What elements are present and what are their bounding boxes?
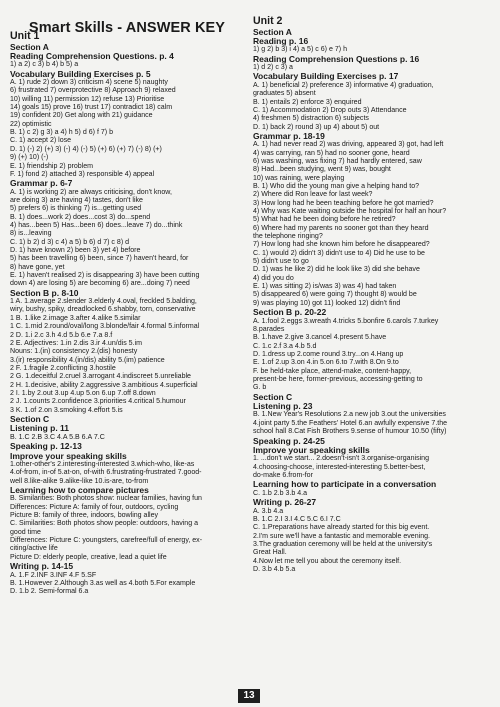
unit1-line: 8) is...leaving bbox=[10, 230, 52, 238]
unit2-line: D. 1) was he like 2) did he look like 3) did she behave bbox=[253, 266, 420, 274]
unit2-line: 6) Where had my parents no sooner got than they heard bbox=[253, 224, 429, 232]
unit1-line: 6) frustrated 7) overprotective 8) Approach 9) relaxed bbox=[10, 87, 176, 95]
unit1-line: F. 1) fond 2) attached 3) responsible 4) appeal bbox=[10, 170, 155, 178]
unit2-heading: Reading Comprehension Questions p. 16 bbox=[253, 53, 420, 64]
unit2-heading: Speaking p. 24-25 bbox=[253, 435, 325, 446]
unit1-line: 19) confident 20) Get along with 21) guidance bbox=[10, 112, 153, 120]
unit2-line: G. b bbox=[253, 384, 267, 392]
unit2-line: 1) d 2) c 3) a bbox=[253, 64, 293, 72]
unit1-heading: Learning how to compare pictures bbox=[10, 484, 149, 495]
unit1-line: 2 G. 1.deceitful 2.cruel 3.arrogant 4.indiscreet 5.unreliable bbox=[10, 373, 191, 381]
unit1-line: B. 1.C 2.B 3.C 4.A 5.B 6.A 7.C bbox=[10, 433, 105, 441]
unit1-line: D. 1) (-) 2) (+) 3) (-) 4) (-) 5) (+) 6) (+) 7) (-) 8) (+) bbox=[10, 145, 162, 153]
unit1-heading: Section C bbox=[10, 413, 50, 424]
unit2-line: 4.Now let me tell you about the ceremony itself. bbox=[253, 557, 402, 565]
unit1-line: Differences: Picture A: family of four, outdoors, cycling bbox=[10, 503, 179, 511]
unit2-line: D. 3.b 4.b 5.a bbox=[253, 565, 296, 573]
unit1-line: citing/active life bbox=[10, 545, 58, 553]
unit2-line: D. 1.dress up 2.come round 3.try...on 4.Hang up bbox=[253, 350, 404, 358]
unit2-heading: Section C bbox=[253, 391, 293, 402]
unit1-line: 1 B. 1.like 2.image 3.after 4.alike 5.similar bbox=[10, 314, 141, 322]
unit2-line: 1) g 2) b 3) i 4) a 5) c 6) e 7) h bbox=[253, 46, 347, 54]
unit1-line: 8) have gone, yet bbox=[10, 263, 65, 271]
unit2-line: 4) did you do bbox=[253, 274, 294, 282]
unit1-line: 2 F. 1.fragile 2.conflicting 3.hostile bbox=[10, 364, 116, 372]
unit2-line: 7) How long had she known him before he disappeared? bbox=[253, 241, 430, 249]
unit2-line: 4.joint party 5.the Feathers' Hotel 6.an awfully expensive 7.the bbox=[253, 419, 448, 427]
left-column bbox=[10, 30, 244, 597]
right-column bbox=[253, 15, 491, 574]
unit2-line: C. 1) Accommodation 2) Drop outs 3) Attendance bbox=[253, 106, 407, 114]
unit1-line: 5) prefers 6) is thinking 7) is...getting used bbox=[10, 205, 142, 213]
unit2-line: 4.choosing-choose, interested-interesting 5.better-best, bbox=[253, 463, 426, 471]
unit2-line: C. 1.Preparations have already started for this big event. bbox=[253, 524, 430, 532]
unit1-heading: Listening p. 11 bbox=[10, 423, 70, 434]
unit1-line: B. Similarities: Both photos show: nuclear families, having fun bbox=[10, 495, 202, 503]
unit1-line: 3.(ir) responsibility 4.(in/dis) ability 5.(im) patience bbox=[10, 356, 165, 364]
unit1-line: 4) has...been 5) Has...been 6) does...leave 7) do...think bbox=[10, 221, 183, 229]
unit1-line: E. 1) friendship 2) problem bbox=[10, 162, 94, 170]
unit1-line: 4.of-from, in-of 5.at-on, of-with 6.frustrating-frustrated 7.good- bbox=[10, 469, 202, 477]
unit1-line: B. 1.However 2.Although 3.as well as 4.both 5.For example bbox=[10, 579, 196, 587]
unit2-line: B. 1.New Year's Resolutions 2.a new job 3.out the universities bbox=[253, 411, 446, 419]
unit1-line: 2 J. 1.counts 2.confidence 3.priorities 4.critical 5.humour bbox=[10, 398, 186, 406]
unit1-line: C. Similarities: Both photos show people: outdoors, having a bbox=[10, 520, 199, 528]
unit2-line: 10) was raining, were playing bbox=[253, 174, 345, 182]
unit2-heading: Listening p. 23 bbox=[253, 401, 313, 412]
unit1-line: Differences: Picture C: youngsters, carefree/full of energy, ex- bbox=[10, 537, 203, 545]
unit2-line: B. 1) Who did the young man give a helping hand to? bbox=[253, 183, 420, 190]
unit2-line: A. 1) beneficial 2) preference 3) informative 4) graduation, bbox=[253, 81, 434, 89]
unit2-line: B. 1.have 2.give 3.cancel 4.present 5.have bbox=[253, 334, 387, 342]
unit1-heading: Section A bbox=[10, 41, 49, 52]
unit2-line: 4) freshmen 5) distraction 6) subjects bbox=[253, 115, 369, 123]
unit1-heading: Speaking p. 12-13 bbox=[10, 441, 82, 452]
unit1-line: Picture B: family of three, indoors, bowling alley bbox=[10, 512, 159, 520]
unit2-line: present-be here, former-previous, accessing-getting to bbox=[253, 375, 423, 383]
unit2-line: D. 1) back 2) round 3) up 4) about 5) out bbox=[253, 123, 380, 131]
unit1-line: Picture D: elderly people, creative, lead a quiet life bbox=[10, 553, 167, 561]
unit2-heading: Improve your speaking skills bbox=[253, 444, 370, 455]
unit2-heading: Vocabulary Building Exercises p. 17 bbox=[253, 71, 399, 82]
unit2-line: the telephone ringing? bbox=[253, 233, 323, 241]
unit2-line: 5) disappeared 6) were going 7) thought 8) would be bbox=[253, 291, 417, 299]
unit2-line: 8) Had...been studying, went 9) was, bought bbox=[253, 166, 391, 174]
unit1-line: 2 I. 1.by 2.out 3.up 4.up 5.on 6.up 7.off 8.down bbox=[10, 389, 156, 397]
unit2-heading: Section B p. 20-22 bbox=[253, 307, 327, 318]
unit2-line: 8.parades bbox=[253, 325, 285, 333]
unit1-line: well 8.like-alike 9.alike-like 10.is-are, to-from bbox=[10, 477, 149, 485]
unit2-heading: Learning how to participate in a conversation bbox=[253, 479, 437, 490]
unit2-line: F. be held-take place, attend-make, content-happy, bbox=[253, 367, 412, 375]
unit1-line: C. 1) b 2) d 3) c 4) a 5) b 6) d 7) c 8) d bbox=[10, 238, 130, 246]
unit2-heading: Writing p. 26-27 bbox=[253, 497, 317, 508]
unit1-heading: Vocabulary Building Exercises p. 5 bbox=[10, 68, 151, 79]
unit1-heading: Reading Comprehension Questions. p. 4 bbox=[10, 50, 174, 61]
unit1-line: Nouns: 1.(in) consistency 2.(dis) honesty bbox=[10, 348, 138, 356]
unit1-line: 1 A. 1.average 2.slender 3.elderly 4.oval, freckled 5.balding, bbox=[10, 298, 197, 306]
unit2-heading: Unit 2 bbox=[253, 15, 283, 27]
unit1-line: 2 D. 1.i 2.c 3.h 4.d 5.b 6.e 7.a 8.f bbox=[10, 331, 113, 339]
unit1-line: A. 1) rude 2) down 3) criticism 4) scene 5) naughty bbox=[10, 79, 168, 87]
unit1-line: B. 1) does...work 2) does...cost 3) do...spend bbox=[10, 213, 151, 221]
unit2-line: C. 1) would 2) didn't 3) didn't use to 4) Did he use to be bbox=[253, 249, 425, 257]
unit2-line: 9) was playing 10) got 11) looked 12) didn't find bbox=[253, 299, 401, 307]
unit2-line: Great Hall. bbox=[253, 549, 287, 557]
unit1-line: A. 1) is working 2) are always criticising, don't know, bbox=[10, 188, 172, 196]
unit2-line: A. 1.fool 2.eggs 3.wreath 4.tricks 5.bonfire 6.carols 7.turkey bbox=[253, 317, 439, 325]
answer-key-page bbox=[10, 12, 492, 687]
unit2-line: 1. ...don't we start... 2.doesn't-isn't 3.organise-organising bbox=[253, 455, 429, 463]
unit2-line: A. 3.b 4.a bbox=[253, 507, 284, 515]
unit2-line: 3) How long had he been teaching before he got married? bbox=[253, 199, 434, 207]
unit2-heading: Section A bbox=[253, 26, 292, 37]
unit1-line: B. 1) c 2) g 3) a 4) h 5) d 6) f 7) b bbox=[10, 129, 114, 137]
unit2-heading: Reading p. 16 bbox=[253, 35, 309, 46]
unit2-line: C. 1.b 2.b 3.b 4.a bbox=[253, 489, 308, 497]
page-title: Smart Skills - ANSWER KEY bbox=[28, 20, 226, 36]
unit1-line: 22) optimistic bbox=[10, 120, 52, 128]
unit1-line: wiry, bushy, spiky, dreadlocked 6.shabby, torn, conservative bbox=[10, 306, 196, 314]
unit2-line: 6) was washing, was fixing 7) had hardly entered, saw bbox=[253, 157, 422, 165]
unit1-line: C. 1) accept 2) lose bbox=[10, 137, 72, 145]
unit1-heading: Writing p. 14-15 bbox=[10, 561, 74, 572]
unit1-line: D. 1) have known 2) been 3) yet 4) before bbox=[10, 247, 141, 254]
unit2-heading: Grammar p. 18-19 bbox=[253, 130, 325, 141]
unit1-line: 1.other-other's 2.interesting-interested 3.which-who, like-as bbox=[10, 460, 195, 468]
unit2-line: A. 1) had never read 2) was driving, appeared 3) got, had left bbox=[253, 141, 444, 149]
unit1-line: 14) goals 15) prove 16) trust 17) contradict 18) calm bbox=[10, 104, 173, 112]
unit2-line: E. 1) was sitting 2) is/was 3) was 4) had taken bbox=[253, 283, 397, 291]
unit2-line: graduates 5) absent bbox=[253, 90, 316, 98]
unit1-line: 5) has been travelling 6) been, since 7) haven't heard, for bbox=[10, 255, 189, 263]
unit2-line: 4) was carrying, ran 5) had no sooner gone, heard bbox=[253, 149, 410, 157]
unit2-line: B. 1.C 2.I 3.I 4.C 5.C 6.I 7.C bbox=[253, 515, 341, 523]
unit1-line: E. 1) haven't realised 2) is disappearing 3) have been cutting bbox=[10, 272, 200, 280]
unit2-line: do-make 6.from-for bbox=[253, 472, 313, 479]
unit2-line: 5) didn't use to go bbox=[253, 258, 309, 266]
unit1-line: 3 K. 1.of 2.on 3.smoking 4.effort 5.is bbox=[10, 406, 123, 414]
unit1-line: 1 C. 1.mid 2.round/oval/long 3.blonde/fair 4.formal 5.informal bbox=[10, 323, 200, 331]
unit1-line: 9) (+) 10) (-) bbox=[10, 154, 49, 162]
unit1-heading: Improve your speaking skills bbox=[10, 450, 127, 461]
unit2-line: 2.I'm sure we'll have a fantastic and memorable evening. bbox=[253, 532, 430, 540]
page-number: 13 bbox=[238, 689, 260, 703]
unit1-heading: Grammar p. 6-7 bbox=[10, 178, 73, 189]
unit2-line: 5) What had he been doing before he retired? bbox=[253, 216, 396, 224]
unit1-heading: Section B p. 8-10 bbox=[10, 287, 79, 298]
unit2-line: 3.The graduation ceremony will be held at the university's bbox=[253, 540, 433, 548]
unit1-line: 2 H. 1.decisive, ability 2.aggressive 3.ambitious 4.superficial bbox=[10, 381, 198, 389]
unit2-line: 4) Why was Kate waiting outside the hospital for half an hour? bbox=[253, 208, 447, 216]
unit1-line: 1) a 2) c 3) b 4) b 5) a bbox=[10, 61, 79, 69]
unit1-line: A. 1.F 2.INF 3.INF 4.F 5.SF bbox=[10, 571, 97, 579]
unit2-line: 2) Where did Ron leave for last week? bbox=[253, 191, 373, 199]
unit1-heading: Unit 1 bbox=[10, 30, 40, 42]
unit2-line: C. 1.c 2.f 3.a 4.b 5.d bbox=[253, 342, 317, 350]
unit1-line: good time bbox=[10, 528, 41, 536]
unit2-line: B. 1) entails 2) enforce 3) enquired bbox=[253, 98, 362, 106]
unit1-line: 2 E. Adjectives: 1.in 2.dis 3.ir 4.un/dis 5.im bbox=[10, 339, 142, 347]
unit1-line: D. 1.b 2. Semi-formal 6.a bbox=[10, 588, 89, 596]
unit2-line: E. 1.of 2.up 3.on 4.in 5.on 6.to 7.with 8.On 9.to bbox=[253, 359, 399, 367]
unit2-line: school hall 8.Cat Fish Brothers 9.sense of humour 10.50 (fifty) bbox=[253, 428, 447, 436]
unit1-line: 10) willing 11) permission 12) refuse 13) Prioritise bbox=[10, 95, 165, 103]
unit1-line: are doing 3) are having 4) tastes, don't like bbox=[10, 196, 143, 204]
unit1-line: down 4) are losing 5) are becoming 6) are...doing 7) need bbox=[10, 280, 190, 288]
